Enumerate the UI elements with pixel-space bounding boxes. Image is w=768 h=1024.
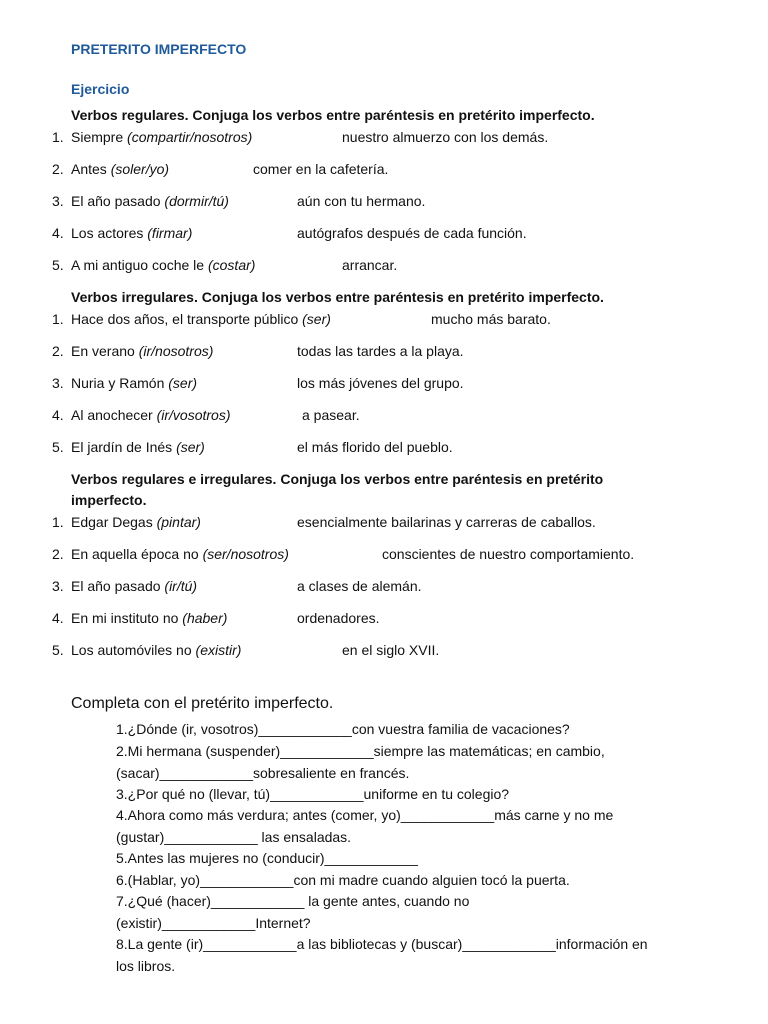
sentence-rest: conscientes de nuestro comportamiento. <box>382 546 635 562</box>
item-number: 2. <box>52 161 64 177</box>
verb-hint: (ir/nosotros) <box>138 343 214 359</box>
exercise-line: 8.La gente (ir)____________a las bibliotecas y (buscar)____________información en <box>116 936 648 952</box>
item-number: 5. <box>52 257 64 273</box>
exercise-line: 1.¿Dónde (ir, vosotros)____________con vuestra familia de vacaciones? <box>116 721 570 737</box>
verb-hint: (ir/vosotros) <box>156 407 231 423</box>
verb-hint: (existir) <box>195 642 242 658</box>
exercise-line: (sacar)____________sobresaliente en francés. <box>116 765 410 781</box>
item-number: 1. <box>52 514 64 530</box>
sentence-rest: comer en la cafetería. <box>253 161 389 177</box>
lead-text: Hace dos años, el transporte público <box>71 311 303 327</box>
sentence-rest: aún con tu hermano. <box>297 193 426 209</box>
sentence-lead <box>71 225 192 241</box>
verb-hint: (ser/nosotros) <box>202 546 289 562</box>
verb-hint: (costar) <box>207 257 256 273</box>
sentence-lead <box>71 439 205 455</box>
sentence-rest: ordenadores. <box>297 610 380 626</box>
item-number: 1. <box>52 129 64 145</box>
lead-text: En aquella época no <box>71 546 203 562</box>
sentence-rest: autógrafos después de cada función. <box>297 225 527 241</box>
section2-title: Completa con el pretérito imperfecto. <box>71 695 334 712</box>
verb-hint: (firmar) <box>147 225 193 241</box>
sentence-rest: los más jóvenes del grupo. <box>297 375 464 391</box>
sentence-rest: a pasear. <box>302 407 360 423</box>
sentence-lead <box>71 311 331 327</box>
item-number: 2. <box>52 343 64 359</box>
sentence-lead <box>71 375 197 391</box>
lead-text: El año pasado <box>71 193 165 209</box>
lead-text: Nuria y Ramón <box>71 375 169 391</box>
lead-text: Los automóviles no <box>71 642 196 658</box>
sentence-rest: mucho más barato. <box>431 311 551 327</box>
item-number: 3. <box>52 193 64 209</box>
exercise-line: (existir)____________Internet? <box>116 915 311 931</box>
sentence-rest: todas las tardes a la playa. <box>297 343 464 359</box>
sentence-lead <box>71 193 229 209</box>
sentence-rest: el más florido del pueblo. <box>297 439 453 455</box>
sentence-lead <box>71 129 252 145</box>
exercise-line: 6.(Hablar, yo)____________con mi madre cuando alguien tocó la puerta. <box>116 872 570 888</box>
item-number: 4. <box>52 225 64 241</box>
item-number: 3. <box>52 578 64 594</box>
exercise-line: 5.Antes las mujeres no (conducir)____________ <box>116 850 418 866</box>
lead-text: A mi antiguo coche le <box>71 257 208 273</box>
item-number: 4. <box>52 610 64 626</box>
sentence-rest: a clases de alemán. <box>297 578 422 594</box>
lead-text: Antes <box>71 161 111 177</box>
item-number: 5. <box>52 439 64 455</box>
lead-text: El jardín de Inés <box>71 439 177 455</box>
verb-hint: (ser) <box>176 439 205 455</box>
exercise-line: 7.¿Qué (hacer)____________ la gente antes, cuando no <box>116 893 470 909</box>
verb-hint: (ser) <box>302 311 331 327</box>
item-number: 3. <box>52 375 64 391</box>
sentence-rest: esencialmente bailarinas y carreras de caballos. <box>297 514 596 530</box>
sentence-lead <box>71 343 213 359</box>
item-number: 4. <box>52 407 64 423</box>
sentence-lead <box>71 546 289 562</box>
sentence-rest: nuestro almuerzo con los demás. <box>342 129 549 145</box>
sentence-rest: arrancar. <box>342 257 398 273</box>
sentence-lead <box>71 578 197 594</box>
verb-hint: (dormir/tú) <box>164 193 229 209</box>
sentence-lead <box>71 514 201 530</box>
verb-hint: (pintar) <box>156 514 201 530</box>
sentence-lead <box>71 407 231 423</box>
page-title: PRETERITO IMPERFECTO <box>71 41 247 57</box>
lead-text: En mi instituto no <box>71 610 183 626</box>
lead-text: El año pasado <box>71 578 165 594</box>
verb-hint: (soler/yo) <box>110 161 170 177</box>
exercise-line: los libros. <box>116 958 176 974</box>
sentence-rest: en el siglo XVII. <box>342 642 440 658</box>
item-number: 5. <box>52 642 64 658</box>
section-subtitle: Ejercicio <box>71 81 130 97</box>
sentence-lead <box>71 161 169 177</box>
lead-text: Siempre <box>71 129 128 145</box>
item-number: 2. <box>52 546 64 562</box>
sentence-lead <box>71 610 227 626</box>
verb-hint: (ir/tú) <box>164 578 198 594</box>
lead-text: Edgar Degas <box>71 514 157 530</box>
lead-text: Los actores <box>71 225 148 241</box>
verb-hint: (haber) <box>182 610 228 626</box>
exercise-line: 3.¿Por qué no (llevar, tú)____________uniforme en tu colegio? <box>116 786 510 802</box>
instruction-mixed: Verbos regulares e irregulares. Conjuga los verbos entre paréntesis en pretérito imperfecto. <box>71 471 604 508</box>
instruction-irregular: Verbos irregulares. Conjuga los verbos entre paréntesis en pretérito imperfecto. <box>71 289 604 305</box>
verb-hint: (compartir/nosotros) <box>127 129 253 145</box>
sentence-lead <box>71 257 255 273</box>
lead-text: En verano <box>71 343 139 359</box>
instruction-regular: Verbos regulares. Conjuga los verbos entre paréntesis en pretérito imperfecto. <box>71 107 595 123</box>
item-number: 1. <box>52 311 64 327</box>
lead-text: Al anochecer <box>71 407 157 423</box>
exercise-line: (gustar)____________ las ensaladas. <box>116 829 352 845</box>
verb-hint: (ser) <box>168 375 198 391</box>
exercise-line: 2.Mi hermana (suspender)____________siempre las matemáticas; en cambio, <box>116 743 605 759</box>
exercise-line: 4.Ahora como más verdura; antes (comer, yo)____________más carne y no me <box>116 807 614 823</box>
sentence-lead <box>71 642 241 658</box>
